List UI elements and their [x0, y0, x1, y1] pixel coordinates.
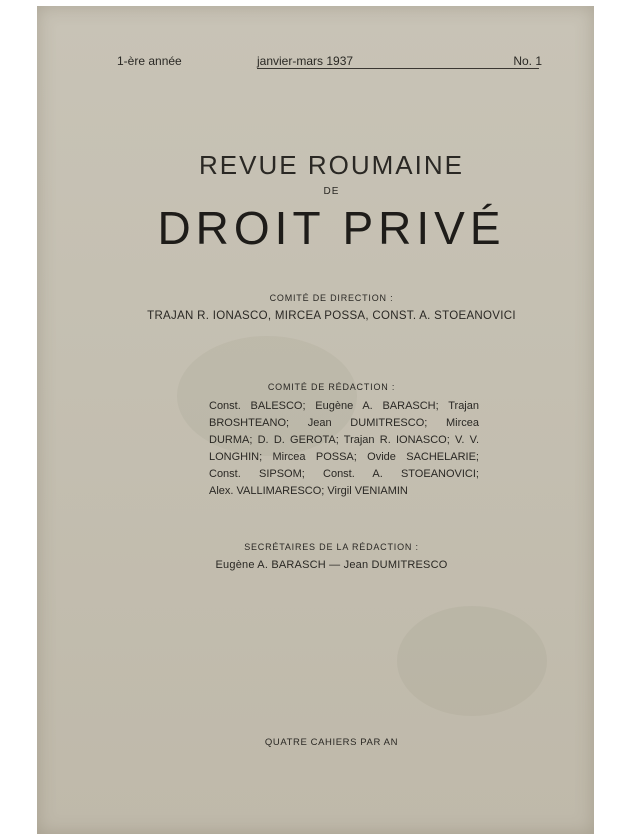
direction-members: TRAJAN R. IONASCO, MIRCEA POSSA, CONST. A. STOEANOVICI — [147, 310, 516, 322]
publication-frequency: QUATRE CAHIERS PAR AN — [264, 737, 399, 748]
direction-heading: COMITÉ DE DIRECTION : — [269, 293, 394, 303]
redaction-line: BROSHTEANO; Jean DUMITRESCO; Mircea — [209, 417, 479, 429]
secretaries-heading: SECRÉTAIRES DE LA RÉDACTION : — [244, 542, 419, 552]
title-line-1: REVUE ROUMAINE — [199, 150, 464, 180]
redaction-line: DURMA; D. D. GEROTA; Trajan R. IONASCO; V. V. — [209, 434, 479, 446]
header-rule — [257, 68, 539, 69]
redaction-line: LONGHIN; Mircea POSSA; Ovide SACHELARIE; — [209, 451, 479, 463]
redaction-members — [209, 398, 479, 500]
journal-cover — [37, 6, 594, 834]
secretaries-names: Eugène A. BARASCH — Jean DUMITRESCO — [215, 559, 448, 571]
issue-header — [117, 54, 542, 68]
redaction-line: Const. BALESCO; Eugène A. BARASCH; Trajan — [209, 400, 479, 412]
year-label: 1-ère année — [117, 54, 182, 68]
redaction-line: Alex. VALLIMARESCO; Virgil VENIAMIN — [209, 485, 408, 497]
redaction-heading: COMITÉ DE RÉDACTION : — [267, 382, 396, 392]
title-line-2: DROIT PRIVÉ — [157, 202, 506, 254]
period-label: janvier-mars 1937 — [257, 54, 354, 68]
issue-number: No. 1 — [513, 54, 542, 68]
paper-stain — [397, 606, 547, 716]
title-connector: DE — [323, 186, 340, 197]
redaction-line: Const. SIPSOM; Const. A. STOEANOVICI; — [209, 468, 479, 480]
